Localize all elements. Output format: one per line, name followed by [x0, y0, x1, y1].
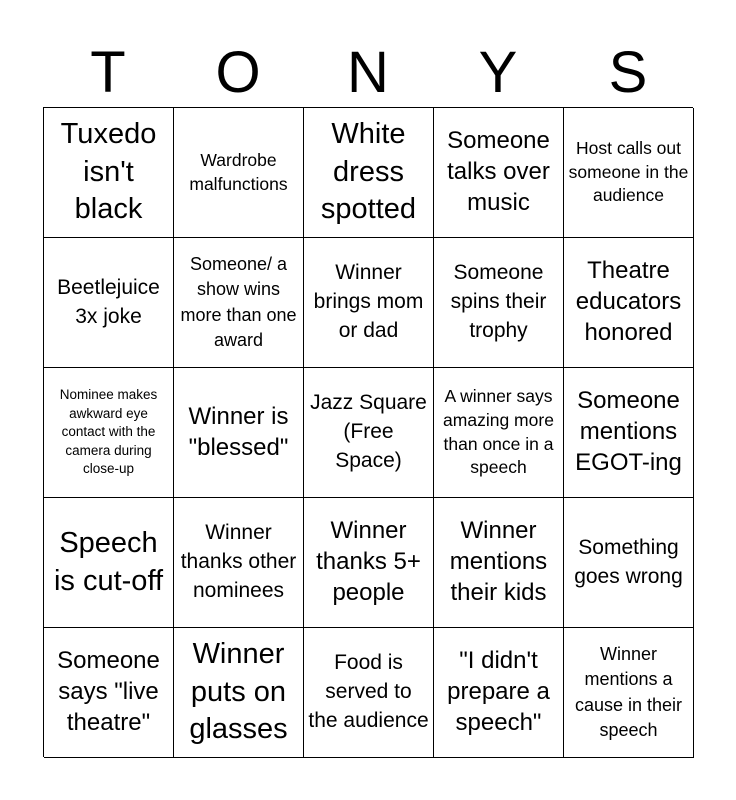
bingo-cell[interactable]: [564, 238, 694, 368]
cell-text: Jazz Square (Free Space): [310, 391, 427, 472]
bingo-cell[interactable]: [304, 108, 434, 238]
header-letter-n: N: [347, 40, 389, 105]
cell-text: Someone mentions EGOT-ing: [575, 387, 682, 476]
cell-text: Theatre educators honored: [575, 257, 682, 346]
bingo-cell[interactable]: [304, 498, 434, 628]
bingo-cell[interactable]: [564, 108, 694, 238]
cell-text: Someone spins their trophy: [450, 261, 547, 342]
bingo-cell[interactable]: [174, 368, 304, 498]
cell-text: Wardrobe malfunctions: [189, 149, 288, 194]
cell-text: Food is served to the audience: [308, 651, 429, 732]
bingo-cell[interactable]: [564, 628, 694, 758]
header-letter-s: S: [608, 40, 648, 105]
cell-text: Nominee makes awkward eye contact with the camera during close-up: [59, 386, 158, 477]
bingo-cell[interactable]: [434, 498, 564, 628]
bingo-board: [43, 107, 693, 757]
cell-text: Winner is "blessed": [188, 402, 289, 461]
bingo-cell[interactable]: [44, 368, 174, 498]
bingo-cell[interactable]: [434, 238, 564, 368]
bingo-header: [43, 40, 693, 106]
bingo-cell[interactable]: [174, 628, 304, 758]
cell-text: Something goes wrong: [574, 535, 683, 588]
bingo-cell free-space[interactable]: [304, 368, 434, 498]
cell-text: Winner mentions a cause in their speech: [574, 644, 683, 740]
cell-text: A winner says amazing more than once in a speech: [443, 386, 554, 478]
cell-text: Someone talks over music: [447, 127, 550, 216]
cell-text: Winner thanks 5+ people: [316, 517, 421, 606]
cell-text: White dress spotted: [320, 117, 417, 226]
header-letter-y: Y: [478, 40, 518, 105]
bingo-cell[interactable]: [434, 108, 564, 238]
header-letter-t: T: [90, 40, 126, 105]
cell-text: Winner brings mom or dad: [313, 261, 424, 342]
bingo-cell[interactable]: [564, 498, 694, 628]
cell-text: Tuxedo isn't black: [60, 117, 157, 226]
bingo-cell[interactable]: [174, 238, 304, 368]
cell-text: Winner puts on glasses: [189, 637, 288, 746]
bingo-cell[interactable]: [174, 108, 304, 238]
cell-text: Someone says "live theatre": [57, 647, 160, 736]
cell-text: Winner thanks other nominees: [180, 521, 297, 602]
cell-text: Host calls out someone in the audience: [568, 138, 689, 206]
bingo-cell[interactable]: [304, 628, 434, 758]
cell-text: Speech is cut-off: [53, 526, 164, 597]
bingo-cell[interactable]: [44, 238, 174, 368]
bingo-cell[interactable]: [304, 238, 434, 368]
bingo-cell[interactable]: [44, 498, 174, 628]
bingo-cell[interactable]: [44, 108, 174, 238]
bingo-cell[interactable]: [564, 368, 694, 498]
bingo-cell[interactable]: [434, 628, 564, 758]
cell-text: Winner mentions their kids: [449, 517, 548, 606]
bingo-cell[interactable]: [434, 368, 564, 498]
bingo-cell[interactable]: [44, 628, 174, 758]
cell-text: Someone/ a show wins more than one award: [180, 254, 297, 350]
cell-text: Beetlejuice 3x joke: [57, 275, 160, 328]
cell-text: "I didn't prepare a speech": [447, 647, 550, 736]
header-letter-o: O: [215, 40, 261, 105]
bingo-cell[interactable]: [174, 498, 304, 628]
